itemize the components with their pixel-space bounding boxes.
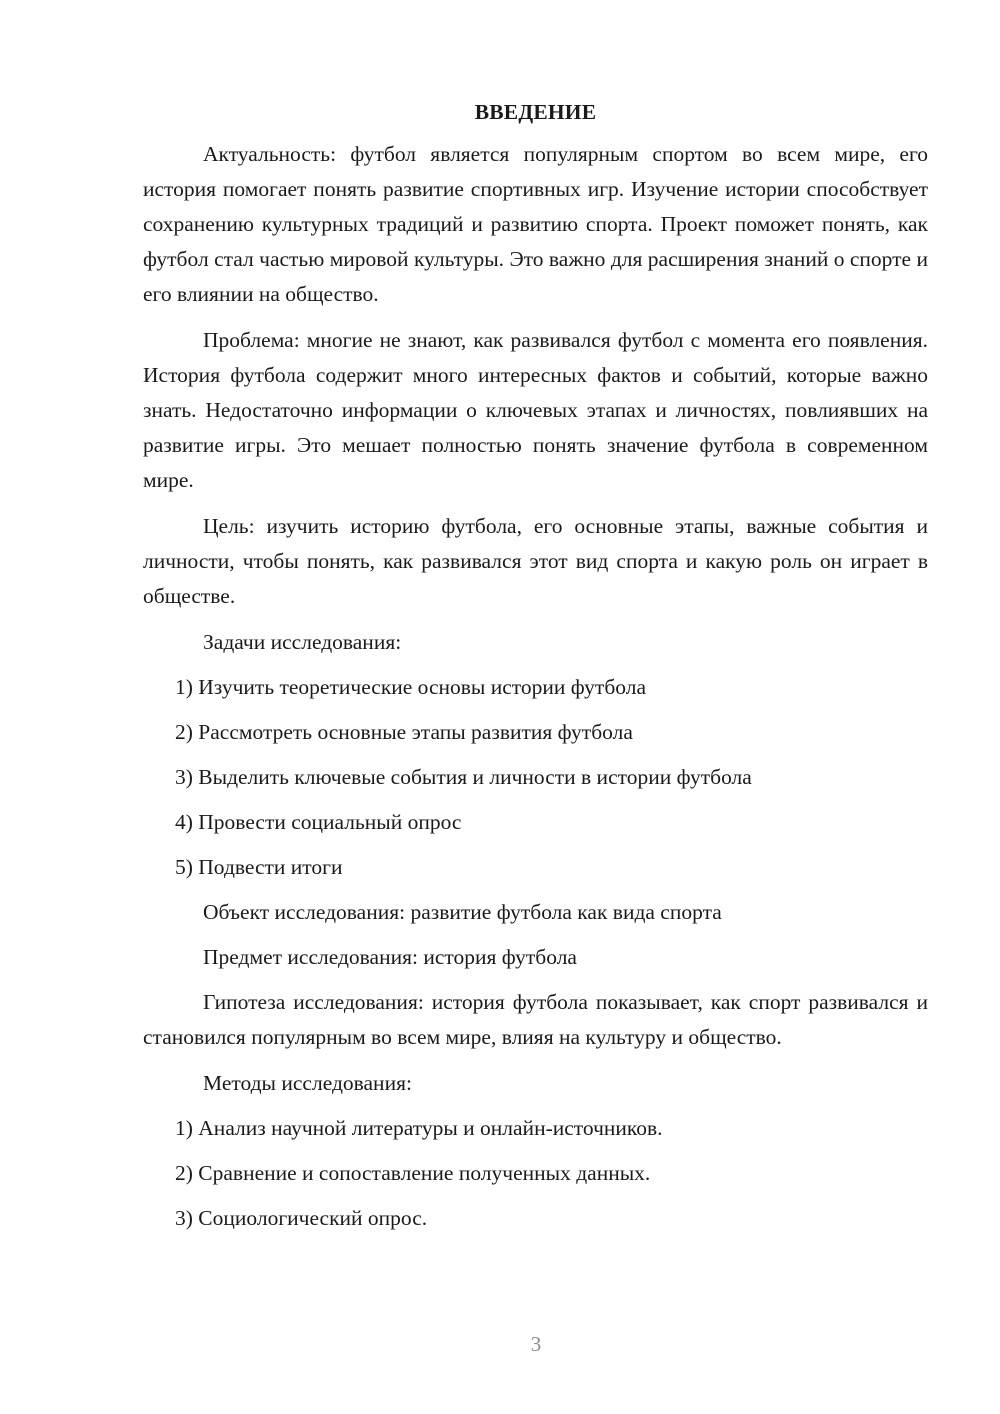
- goal-paragraph: Цель: изучить историю футбола, его основные этапы, важные события и личности, чтобы понять, как развивался этот вид спорта и какую роль он играет в обществе.: [143, 514, 928, 608]
- document-page: [143, 95, 928, 1246]
- task-item: 2) Рассмотреть основные этапы развития футбола: [175, 720, 633, 744]
- tasks-heading: Задачи исследования:: [203, 630, 402, 654]
- hypothesis-paragraph: Гипотеза исследования: история футбола показывает, как спорт развивался и становился популярным во всем мире, влияя на культуру и общество.: [143, 990, 928, 1049]
- method-item: 1) Анализ научной литературы и онлайн-источников.: [175, 1116, 663, 1140]
- method-item: 3) Социологический опрос.: [175, 1206, 428, 1230]
- task-item: 1) Изучить теоретические основы истории футбола: [175, 675, 647, 699]
- relevance-paragraph: Актуальность: футбол является популярным спортом во всем мире, его история помогает понять развитие спортивных игр. Изучение истории способствует сохранению культурных традиций и развитию спорта. Проект поможет понять, как футбол стал частью мировой культуры. Это важно для расширения знаний о спорте и его влиянии на общество.: [143, 142, 928, 306]
- problem-paragraph: Проблема: многие не знают, как развивался футбол с момента его появления. История футбола содержит много интересных фактов и событий, которые важно знать. Недостаточно информации о ключевых этапах и личностях, повлиявших на развитие игры. Это мешает полностью понять значение футбола в современном мире.: [143, 328, 928, 492]
- research-subject: Предмет исследования: история футбола: [203, 945, 577, 969]
- research-object: Объект исследования: развитие футбола как вида спорта: [203, 900, 722, 924]
- task-item: 5) Подвести итоги: [175, 855, 343, 879]
- methods-heading: Методы исследования:: [203, 1071, 412, 1095]
- method-item: 2) Сравнение и сопоставление полученных данных.: [175, 1161, 651, 1185]
- task-item: 4) Провести социальный опрос: [175, 810, 462, 834]
- task-item: 3) Выделить ключевые события и личности в истории футбола: [175, 765, 752, 789]
- page-number: 3: [530, 1332, 542, 1356]
- section-title: ВВЕДЕНИЕ: [474, 100, 597, 124]
